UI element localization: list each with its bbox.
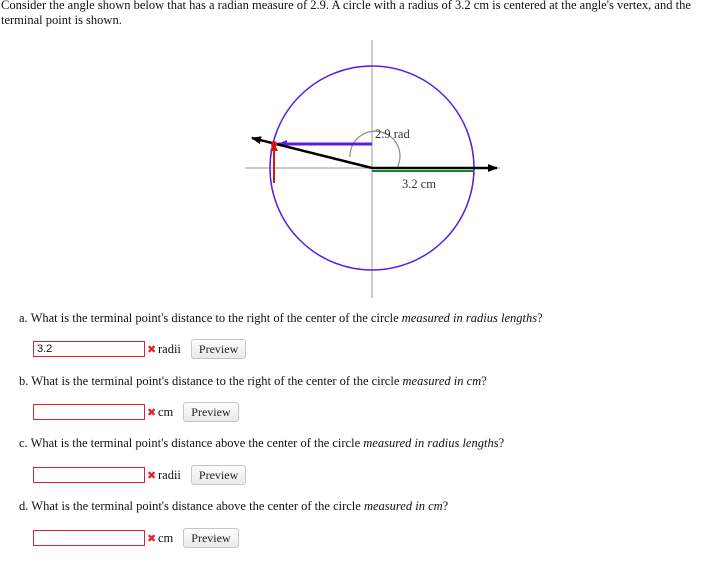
preview-b-button[interactable]: Preview: [183, 402, 238, 422]
answer-row-b: [33, 403, 239, 421]
angle-label: 2.9 rad: [375, 127, 410, 141]
x-mark-icon: ✖: [147, 342, 157, 356]
answer-d-input[interactable]: [33, 530, 145, 546]
answer-row-c: [33, 466, 246, 484]
x-mark-icon: ✖: [147, 531, 157, 545]
question-c: c. What is the terminal point's distance above the center of the circle measured in radius lengths?: [19, 436, 505, 450]
answer-c-input[interactable]: [33, 467, 145, 483]
question-d: d. What is the terminal point's distance above the center of the circle measured in cm?: [19, 499, 449, 513]
unit-label-a: radii: [158, 341, 181, 356]
question-a: a. What is the terminal point's distance to the right of the center of the circle measured in radius lengths?: [19, 311, 543, 325]
preview-a-button[interactable]: Preview: [191, 339, 246, 359]
problem-intro: Consider the angle shown below that has a radian measure of 2.9. A circle with a radius of 3.2 cm is centered at the angle's vertex, and the terminal point is shown.: [1, 0, 691, 27]
radius-label: 3.2 cm: [402, 177, 437, 191]
unit-label-c: radii: [158, 467, 181, 482]
unit-label-b: cm: [158, 404, 174, 419]
terminal-point: [271, 141, 277, 147]
preview-d-button[interactable]: Preview: [183, 528, 238, 548]
unit-label-d: cm: [158, 530, 174, 545]
x-mark-icon: ✖: [147, 405, 157, 419]
preview-c-button[interactable]: Preview: [191, 465, 246, 485]
x-mark-icon: ✖: [147, 468, 157, 482]
answer-b-input[interactable]: [33, 404, 145, 420]
answer-row-d: [33, 529, 239, 547]
answer-a-input[interactable]: [33, 341, 145, 357]
question-b: b. What is the terminal point's distance to the right of the center of the circle measured in cm?: [19, 374, 487, 388]
answer-row-a: [33, 340, 246, 358]
unit-circle-figure: [240, 40, 520, 302]
